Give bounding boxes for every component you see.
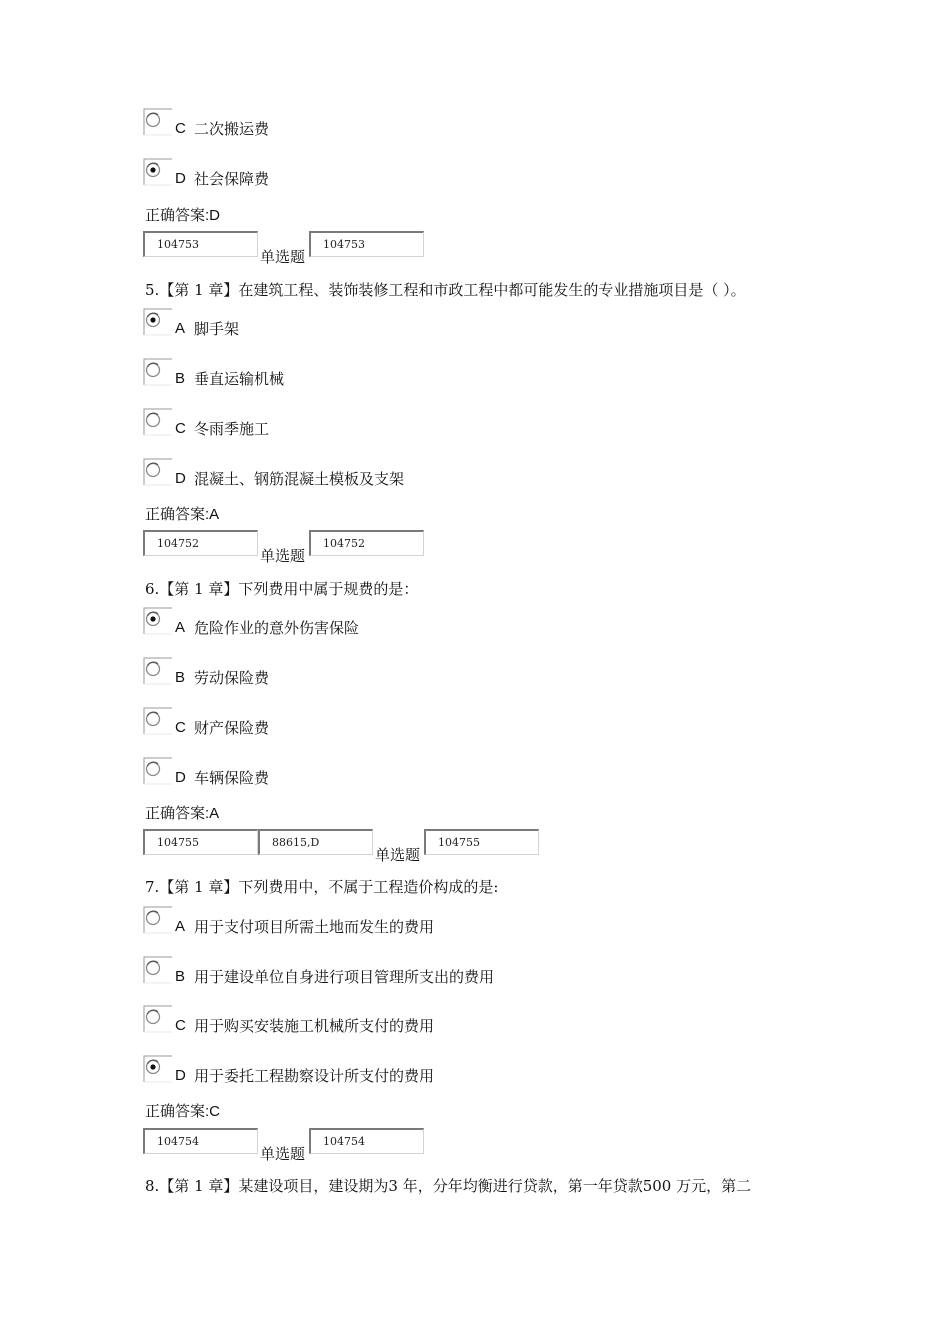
option-text: 用于建设单位自身进行项目管理所支出的费用 — [194, 968, 495, 986]
option-letter: A — [175, 619, 186, 636]
question-type: 单选题 — [260, 1145, 306, 1163]
option-text: 劳动保险费 — [194, 669, 270, 687]
option-letter: B — [175, 968, 186, 985]
id-field[interactable]: 104754 — [309, 1128, 424, 1154]
option-letter: A — [175, 320, 186, 337]
option-letter: D — [175, 1067, 186, 1084]
radio-unselected-icon[interactable] — [143, 408, 173, 436]
correct-answer: 正确答案:A — [145, 805, 220, 822]
id-field[interactable]: 104754 — [143, 1128, 258, 1154]
question-text: 5.【第 1 章】在建筑工程、装饰装修工程和市政工程中都可能发生的专业措施项目是（ ）。 — [145, 281, 746, 299]
option-letter: C — [175, 719, 186, 736]
option-letter: A — [175, 918, 186, 935]
option-text: 垂直运输机械 — [194, 370, 285, 388]
option-letter: C — [175, 1017, 186, 1034]
question-text: 7.【第 1 章】下列费用中，不属于工程造价构成的是: — [145, 878, 499, 896]
option-text: 冬雨季施工 — [194, 420, 270, 438]
radio-unselected-icon[interactable] — [143, 1005, 173, 1033]
radio-unselected-icon[interactable] — [143, 906, 173, 934]
question-type: 单选题 — [260, 248, 306, 266]
option-text: 脚手架 — [194, 320, 240, 338]
id-field[interactable]: 104753 — [309, 231, 424, 257]
option-text: 危险作业的意外伤害保险 — [194, 619, 360, 637]
id-field[interactable]: 88615,D — [258, 829, 373, 855]
option-letter: B — [175, 370, 186, 387]
radio-unselected-icon[interactable] — [143, 108, 173, 136]
correct-answer: 正确答案:D — [145, 207, 221, 224]
radio-selected-icon[interactable] — [143, 158, 173, 186]
option-text: 二次搬运费 — [194, 120, 270, 138]
radio-unselected-icon[interactable] — [143, 358, 173, 386]
id-field[interactable]: 104755 — [143, 829, 258, 855]
id-field[interactable]: 104752 — [143, 530, 258, 556]
option-text: 社会保障费 — [194, 170, 270, 188]
option-text: 财产保险费 — [194, 719, 270, 737]
option-letter: D — [175, 170, 186, 187]
option-text: 混凝土、钢筋混凝土模板及支架 — [194, 470, 405, 488]
question-text: 6.【第 1 章】下列费用中属于规费的是： — [145, 580, 419, 598]
radio-unselected-icon[interactable] — [143, 458, 173, 486]
correct-answer: 正确答案:C — [145, 1103, 221, 1120]
id-field[interactable]: 104752 — [309, 530, 424, 556]
id-field[interactable]: 104753 — [143, 231, 258, 257]
radio-unselected-icon[interactable] — [143, 707, 173, 735]
option-letter: C — [175, 420, 186, 437]
radio-selected-icon[interactable] — [143, 607, 173, 635]
radio-selected-icon[interactable] — [143, 308, 173, 336]
option-text: 车辆保险费 — [194, 769, 270, 787]
question-type: 单选题 — [375, 846, 421, 864]
radio-selected-icon[interactable] — [143, 1055, 173, 1083]
radio-unselected-icon[interactable] — [143, 757, 173, 785]
radio-unselected-icon[interactable] — [143, 657, 173, 685]
correct-answer: 正确答案:A — [145, 506, 220, 523]
id-field[interactable]: 104755 — [424, 829, 539, 855]
radio-unselected-icon[interactable] — [143, 956, 173, 984]
option-letter: D — [175, 769, 186, 786]
option-letter: C — [175, 120, 186, 137]
option-text: 用于购买安装施工机械所支付的费用 — [194, 1017, 435, 1035]
question-text: 8.【第 1 章】某建设项目，建设期为3 年，分年均衡进行贷款，第一年贷款500 万元，第二 — [145, 1177, 752, 1195]
option-text: 用于委托工程勘察设计所支付的费用 — [194, 1067, 435, 1085]
option-letter: D — [175, 470, 186, 487]
question-type: 单选题 — [260, 547, 306, 565]
option-letter: B — [175, 669, 186, 686]
option-text: 用于支付项目所需土地而发生的费用 — [194, 918, 435, 936]
